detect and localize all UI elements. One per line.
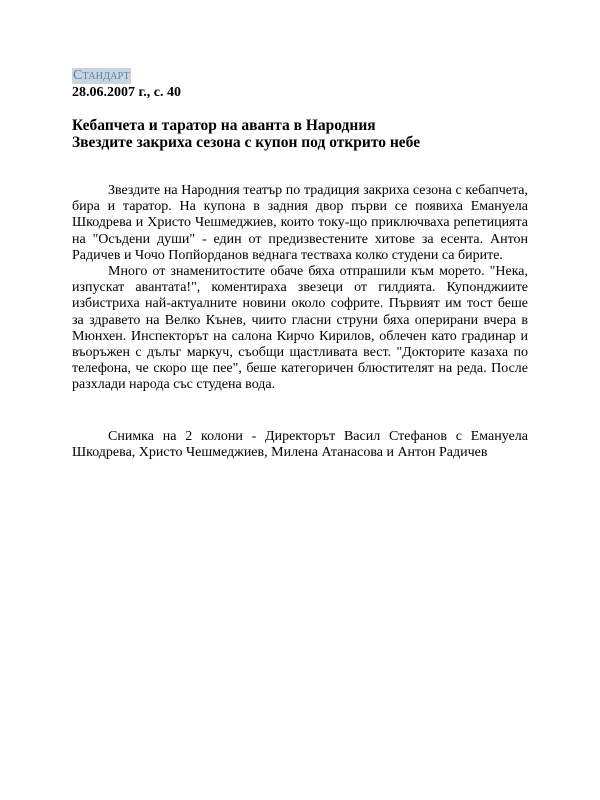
article-paragraph-1: Звездите на Народния театър по традиция закриха сезона с кебапчета, бира и таратор. На купона в задния двор първи се появиха Емануела Шкодрева и Христо Чешмеджиев, които току-що приключваха репетицията на "Осъдени души" - един от предизвестените хитове за есента. Антон Радичев и Чочо Попйорданов веднага тествaха колко студени са бирите. — [72, 183, 528, 263]
publication-dateline: 28.06.2007 г., с. 40 — [72, 85, 181, 100]
photo-caption: Снимка на 2 колони - Директорът Васил Стефанов с Емануела Шкодрева, Христо Чешмеджиев, Милена Атанасова и Антон Радичев — [72, 429, 528, 461]
headline-line-1: Кебапчета и таратор на аванта в Народния — [72, 117, 376, 134]
article-body — [72, 183, 528, 394]
headline-line-2: Звездите закриха сезона с купон под открито небе — [72, 134, 421, 151]
article-paragraph-2: Много от знаменитостите обаче бяха отпрашили към морето. "Нека, изпускат авантата!", коментираха звезеци от гилдията. Купонджиите избистриха най-актуалните новини около софрите. Първият им тост беше за здравето на Велко Кънев, чиито гласни струни бяха оперирани вчера в Мюнхен. Инспекторът на салона Кирчо Кирилов, облечен като градинар и въоръжен с дълъг маркуч, съобщи щастливата вест. "Докторите казаха по телефона, че скоро ще пее", беше категоричен блюстителят на реда. После разхлади народа със студена вода. — [72, 264, 528, 393]
article-headline — [72, 117, 420, 151]
publication-logo: Стандарт — [73, 68, 130, 83]
photo-caption-block — [72, 429, 528, 461]
